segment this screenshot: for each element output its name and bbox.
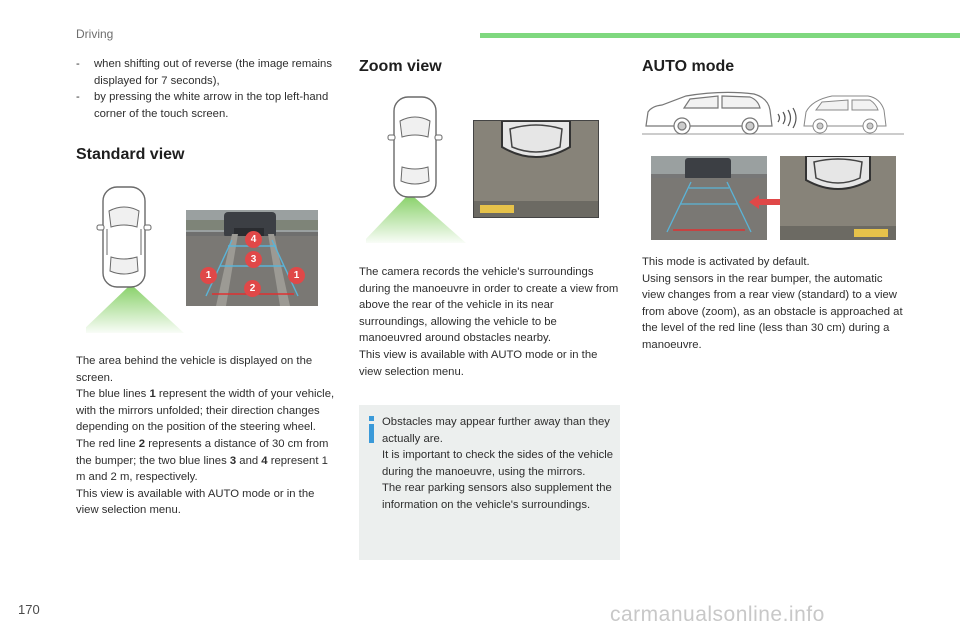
section-title: Driving xyxy=(76,27,114,41)
car-top-view-illustration xyxy=(86,185,186,335)
marker-4: 4 xyxy=(245,231,262,248)
activation-list xyxy=(76,56,336,122)
section-color-bar xyxy=(480,33,960,38)
list-item: - when shifting out of reverse (the image remains displayed for 7 seconds), xyxy=(76,58,332,87)
auto-mode-description: This mode is activated by default. Using sensors in the rear bumper, the automatic view changes from a rear view (standard) to a view from above (zoom), as an obstacle is approached at the level of the red line (less than 30 cm) during a manoeuvre. xyxy=(642,256,903,351)
standard-view-heading: Standard view xyxy=(76,146,185,163)
zoom-view-heading: Zoom view xyxy=(359,58,442,75)
car-top-view-zoom-illustration xyxy=(366,95,466,245)
camera-cone xyxy=(86,287,184,333)
standard-camera-image xyxy=(186,210,318,306)
page-number: 170 xyxy=(18,602,40,617)
watermark: carmanualsonline.info xyxy=(610,603,825,626)
auto-mode-heading: AUTO mode xyxy=(642,58,735,75)
list-item: - by pressing the white arrow in the top left-hand corner of the touch screen. xyxy=(76,91,329,120)
standard-view-description: The area behind the vehicle is displayed on the screen. The blue lines 1 represent the width of your vehicle, with the mirrors unfolded; their direction changes depending on the position of the steering wheel. The red line 2 represents a distance of 30 cm from the bumper; the two blue lines 3 and 4 represent 1 m and 2 m, respectively. This view is available with AUTO mode or in the view selection menu. xyxy=(76,355,335,517)
auto-zoom-camera-image xyxy=(780,156,896,240)
info-callout-text: Obstacles may appear further away than they actually are. It is important to check the sides of the vehicle during the manoeuvre, using the mirrors. The rear parking sensors also supplement the information on the vehicle's surroundings. xyxy=(382,416,614,511)
marker-1-right: 1 xyxy=(288,267,305,284)
obstacle-vehicle xyxy=(804,96,886,133)
info-icon xyxy=(366,416,377,443)
sensor-waves-icon xyxy=(778,108,796,128)
zoom-camera-image xyxy=(473,120,599,218)
vehicle-side xyxy=(646,92,772,134)
camera-cone xyxy=(366,197,466,243)
car-side-view-illustration xyxy=(642,88,904,138)
marker-2: 2 xyxy=(244,280,261,297)
marker-1-left: 1 xyxy=(200,267,217,284)
zoom-view-description: The camera records the vehicle's surroundings during the manoeuvre in order to create a view from above the rear of the vehicle in its near surroundings, allowing the vehicle to be manoeuvred around obstacles nearby. This view is available with AUTO mode or in the view selection menu. xyxy=(359,266,619,378)
marker-3: 3 xyxy=(245,251,262,268)
